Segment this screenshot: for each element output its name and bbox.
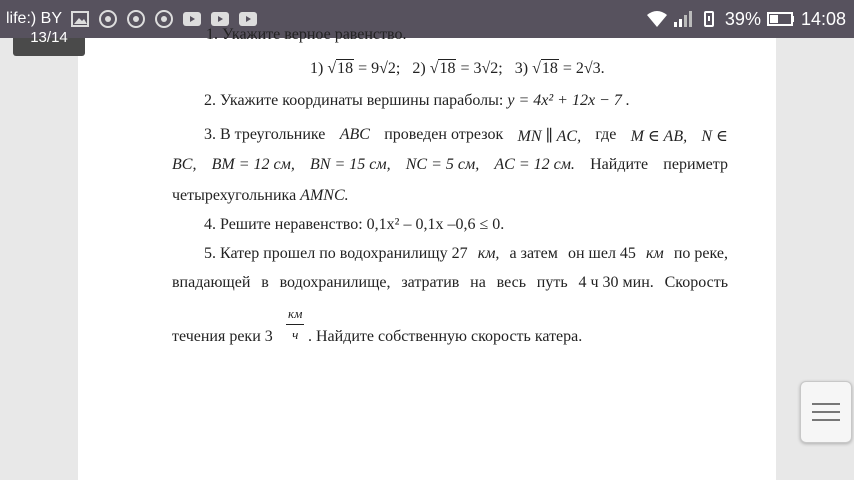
carrier-name: life:) BY (6, 10, 63, 27)
problem-1-options (310, 60, 605, 78)
problem-5-line-3-pre: течения реки 3 (172, 328, 273, 345)
problem-5-line-2: впадающей в водохранилище, затратив на весь путь 4 ч 30 мин. Скорость (172, 274, 728, 291)
wifi-icon (647, 9, 667, 29)
battery-percent: 39% (724, 8, 761, 29)
youtube-icon (182, 9, 202, 29)
sqrt: √18 (429, 60, 456, 77)
signal-icon (673, 9, 693, 29)
problem-3-line-1: 3. В треугольнике ABC проведен отрезок MN ∥ AC, где M ∈ AB, N ∈ (204, 126, 728, 145)
problem-1-text: 1. Укажите верное равенство. (206, 26, 407, 43)
menu-line-icon (812, 403, 840, 405)
image-notification-icon (70, 9, 90, 29)
option-1: 1) √18 = 9√2; (310, 60, 401, 77)
problem-2: 2. Укажите координаты вершины параболы: y = 4x² + 12x − 7 . (204, 92, 630, 109)
problem-4: 4. Решите неравенство: 0,1x² – 0,1x –0,6 ≤ 0. (204, 216, 505, 233)
chrome-icon (154, 9, 174, 29)
page-indicator: 13/14 (13, 38, 85, 56)
document-page[interactable] (78, 26, 776, 480)
speed-fraction: км ч (288, 306, 303, 342)
menu-line-icon (812, 411, 840, 413)
problem-5-line-3-post: . Найдите собственную скорость катера. (308, 328, 583, 345)
status-bar (0, 0, 854, 38)
battery-icon (767, 9, 795, 29)
option-3: 3) √18 = 2√3. (514, 60, 605, 77)
sqrt: √18 (327, 60, 354, 77)
parabola-formula: y = 4x² + 12x − 7 . (507, 92, 630, 109)
clock: 14:08 (800, 8, 846, 29)
menu-line-icon (812, 419, 840, 421)
sqrt: √18 (532, 60, 558, 77)
problem-3-line-3: четырехугольника AMNC. (172, 187, 349, 204)
option-2: 2) √18 = 3√2; (412, 60, 503, 77)
problem-3-line-2: BC, BM = 12 см, BN = 15 см, NC = 5 см, AC = 12 см. Найдите периметр (172, 156, 728, 173)
scroll-handle[interactable] (800, 381, 852, 443)
chrome-icon (126, 9, 146, 29)
chrome-icon (98, 9, 118, 29)
vibrate-icon (699, 9, 719, 29)
problem-5-line-1: 5. Катер прошел по водохранилищу 27 км, а затем он шел 45 км по реке, (204, 245, 728, 262)
